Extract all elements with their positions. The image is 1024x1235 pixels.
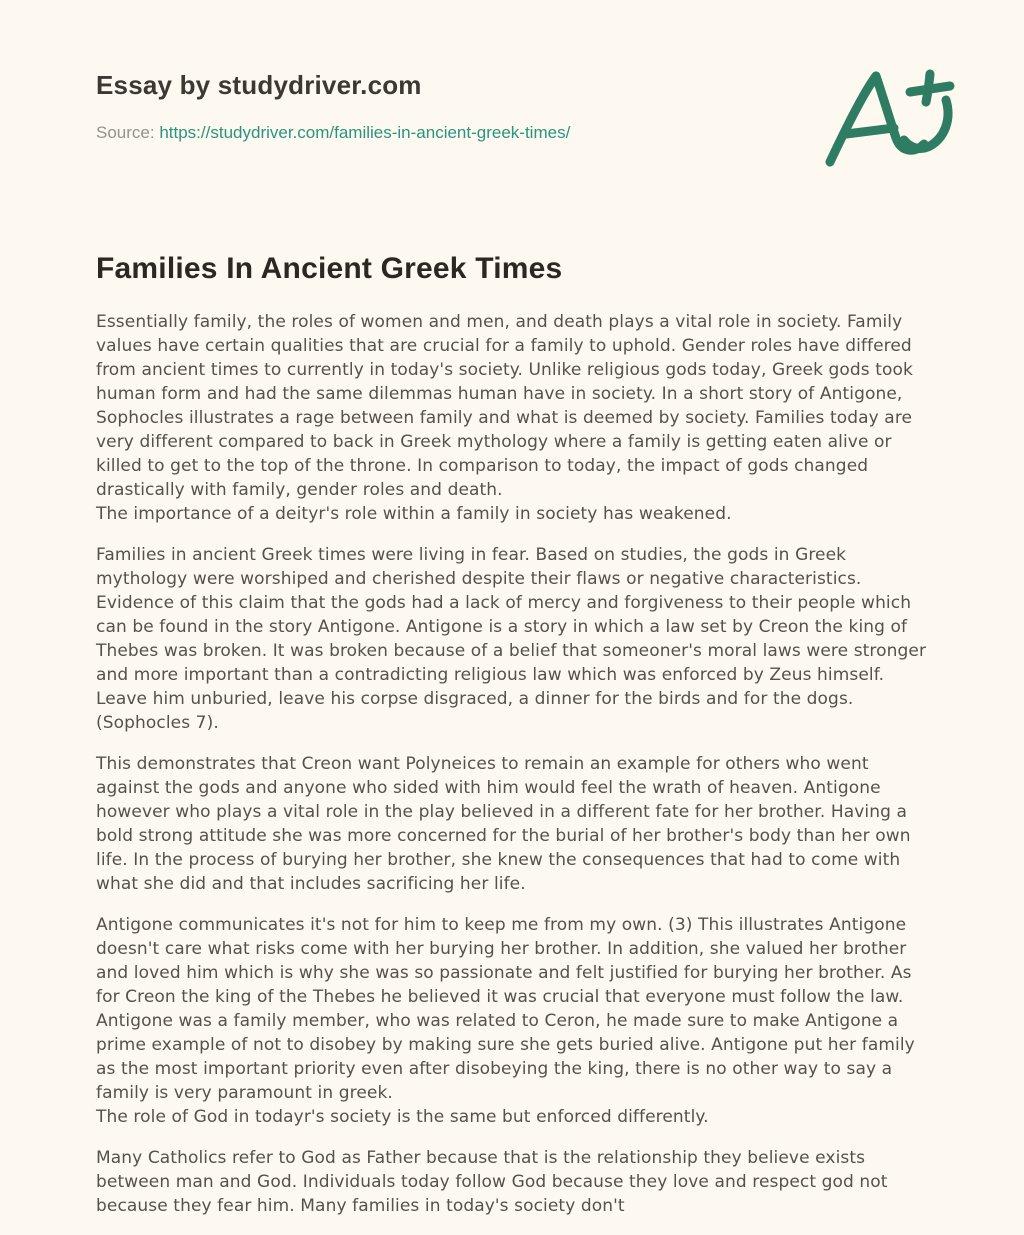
essay-paragraph: Many Catholics refer to God as Father because that is the relationship they believe exists between man and God. Individuals today follow God because they love and respect god not because they fear him. Many families in today's society don't — [96, 1148, 888, 1216]
essay-paragraph: This demonstrates that Creon want Polyneices to remain an example for others who went against the gods and anyone who sided with him would feel the wrath of heaven. Antigone however who plays a vital role in the play believed in a different fate for her brother. Having a bold strong attitude she was more concerned for the burial of her brother's body than her own life. In the process of burying her brother, she knew the consequences that had to come with what she did and that includes sacrificing her life. — [96, 754, 911, 894]
essay-article — [96, 252, 930, 1235]
site-header-title: Essay by studydriver.com — [96, 70, 422, 100]
a-plus-grade-logo-icon — [822, 66, 964, 170]
essay-paragraph: Essentially family, the roles of women and men, and death plays a vital role in society. Family values have certain qualities that are crucial for a family to uphold. Gender roles have differed from ancient times to currently in today's society. Unlike religious gods today, Greek gods took human form and had the same dilemmas human have in society. In a short story of Antigone, Sophocles illustrates a rage between family and what is deemed by society. Families today are very different compared to back in Greek mythology where a family is getting eaten alive or killed to get to the top of the throne. In comparison to today, the impact of gods changed drastically with family, gender roles and death. The importance of a deityr's role within a family in society has weakened. — [96, 312, 913, 524]
article-body — [96, 310, 930, 1218]
page-header — [96, 70, 570, 143]
source-label: Source: — [96, 123, 155, 142]
source-url-link[interactable]: https://studydriver.com/families-in-ancient-greek-times/ — [159, 123, 571, 142]
essay-title: Families In Ancient Greek Times — [96, 252, 563, 285]
essay-paragraph: Families in ancient Greek times were living in fear. Based on studies, the gods in Greek mythology were worshiped and cherished despite their flaws or negative characteristics. Evidence of this claim that the gods had a lack of mercy and forgiveness to their people which can be found in the story Antigone. Antigone is a story in which a law set by Creon the king of Thebes was broken. It was broken because of a belief that someoner's moral laws were stronger and more important than a contradicting religious law which was enforced by Zeus himself. Leave him unburied, leave his corpse disgraced, a dinner for the birds and for the dogs. (Sophocles 7). — [96, 545, 927, 733]
essay-paragraph: Antigone communicates it's not for him to keep me from my own. (3) This illustrates Antigone doesn't care what risks come with her burying her brother. In addition, she valued her brother and loved him which is why she was so passionate and felt justified for burying her brother. As for Creon the king of the Thebes he believed it was crucial that everyone must follow the law. Antigone was a family member, who was related to Ceron, he made sure to make Antigone a prime example of not to disobey by making sure she gets buried alive. Antigone put her family as the most important priority even after disobeying the king, there is no other way to say a family is very paramount in greek. The role of God in todayr's society is the same but enforced differently. — [96, 915, 915, 1127]
source-line — [96, 123, 570, 143]
